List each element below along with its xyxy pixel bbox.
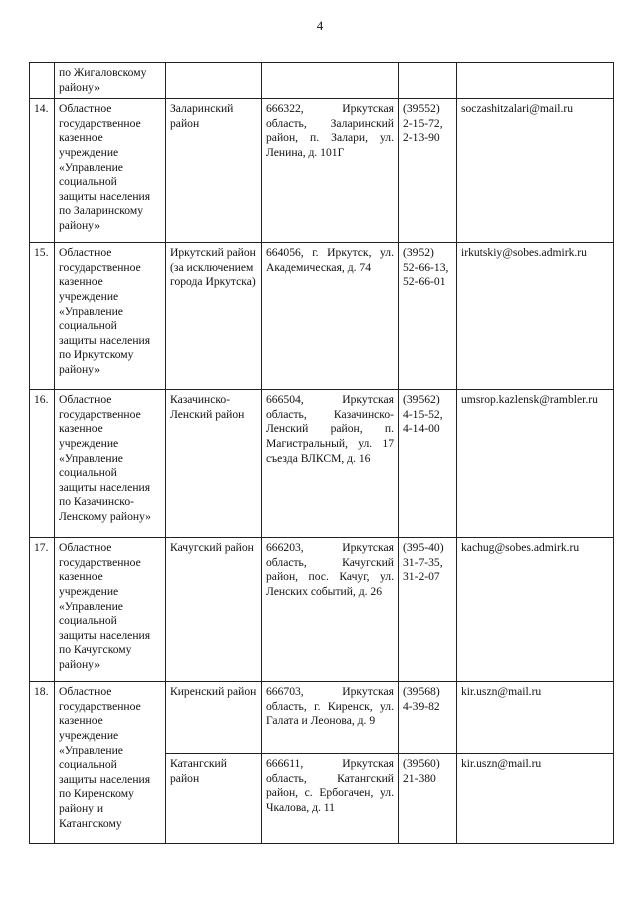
- page-number: 4: [316, 18, 324, 33]
- phone-cell: (39560) 21-380: [399, 754, 457, 844]
- registry-table: [29, 62, 614, 844]
- district-cell: [166, 63, 262, 99]
- phone-cell: (39552) 2-15-72, 2-13-90: [399, 99, 457, 243]
- district-cell: Качугский район: [166, 538, 262, 682]
- table-row: [30, 682, 614, 754]
- phone-cell: (395-40) 31-7-35, 31-2-07: [399, 538, 457, 682]
- address-cell: 666703, Иркутская область, г. Киренск, ул. Галата и Леонова, д. 9: [262, 682, 399, 754]
- table-row: [30, 99, 614, 243]
- row-number: 17.: [30, 538, 55, 682]
- district-cell: Катангский район: [166, 754, 262, 844]
- district-cell: Заларинский район: [166, 99, 262, 243]
- email-cell: soczashitzalari@mail.ru: [457, 99, 614, 243]
- address-cell: 664056, г. Иркутск, ул. Академическая, д. 74: [262, 243, 399, 390]
- row-number: 14.: [30, 99, 55, 243]
- email-cell: kachug@sobes.admirk.ru: [457, 538, 614, 682]
- table-row: [30, 243, 614, 390]
- phone-cell: (39562) 4-15-52, 4-14-00: [399, 390, 457, 538]
- table-row: [30, 390, 614, 538]
- institution-name: Областное государственное казенное учреждение «Управление социальной защиты населения по Иркутскому району»: [55, 243, 166, 390]
- email-cell: [457, 63, 614, 99]
- address-cell: 666611, Иркутская область, Катангский район, с. Ербогачен, ул. Чкалова, д. 11: [262, 754, 399, 844]
- email-cell: umsrop.kazlensk@rambler.ru: [457, 390, 614, 538]
- phone-cell: [399, 63, 457, 99]
- phone-cell: (3952) 52-66-13, 52-66-01: [399, 243, 457, 390]
- address-cell: 666203, Иркутская область, Качугский район, пос. Качуг, ул. Ленских событий, д. 26: [262, 538, 399, 682]
- email-cell: kir.uszn@mail.ru: [457, 682, 614, 754]
- address-cell: 666504, Иркутская область, Казачинско-Ленский район, п. Магистральный, ул. 17 съезда ВЛКСМ, д. 16: [262, 390, 399, 538]
- institution-name: Областное государственное казенное учреждение «Управление социальной защиты населения по Качугскому району»: [55, 538, 166, 682]
- phone-cell: (39568) 4-39-82: [399, 682, 457, 754]
- row-number: 18.: [30, 682, 55, 844]
- institution-name: по Жигаловскому району»: [55, 63, 166, 99]
- institution-name: Областное государственное казенное учреждение «Управление социальной защиты населения по Заларинскому району»: [55, 99, 166, 243]
- email-cell: kir.uszn@mail.ru: [457, 754, 614, 844]
- email-cell: irkutskiy@sobes.admirk.ru: [457, 243, 614, 390]
- address-cell: [262, 63, 399, 99]
- row-number: 15.: [30, 243, 55, 390]
- district-cell: Киренский район: [166, 682, 262, 754]
- table-row: [30, 63, 614, 99]
- institution-name: Областное государственное казенное учреждение «Управление социальной защиты населения по Киренскому району и Катангскому: [55, 682, 166, 844]
- row-number: [30, 63, 55, 99]
- district-cell: Иркутский район (за исключением города Иркутска): [166, 243, 262, 390]
- table-row: [30, 538, 614, 682]
- row-number: 16.: [30, 390, 55, 538]
- institution-name: Областное государственное казенное учреждение «Управление социальной защиты населения по Казачинско- Ленскому району»: [55, 390, 166, 538]
- address-cell: 666322, Иркутская область, Заларинский район, п. Залари, ул. Ленина, д. 101Г: [262, 99, 399, 243]
- district-cell: Казачинско-Ленский район: [166, 390, 262, 538]
